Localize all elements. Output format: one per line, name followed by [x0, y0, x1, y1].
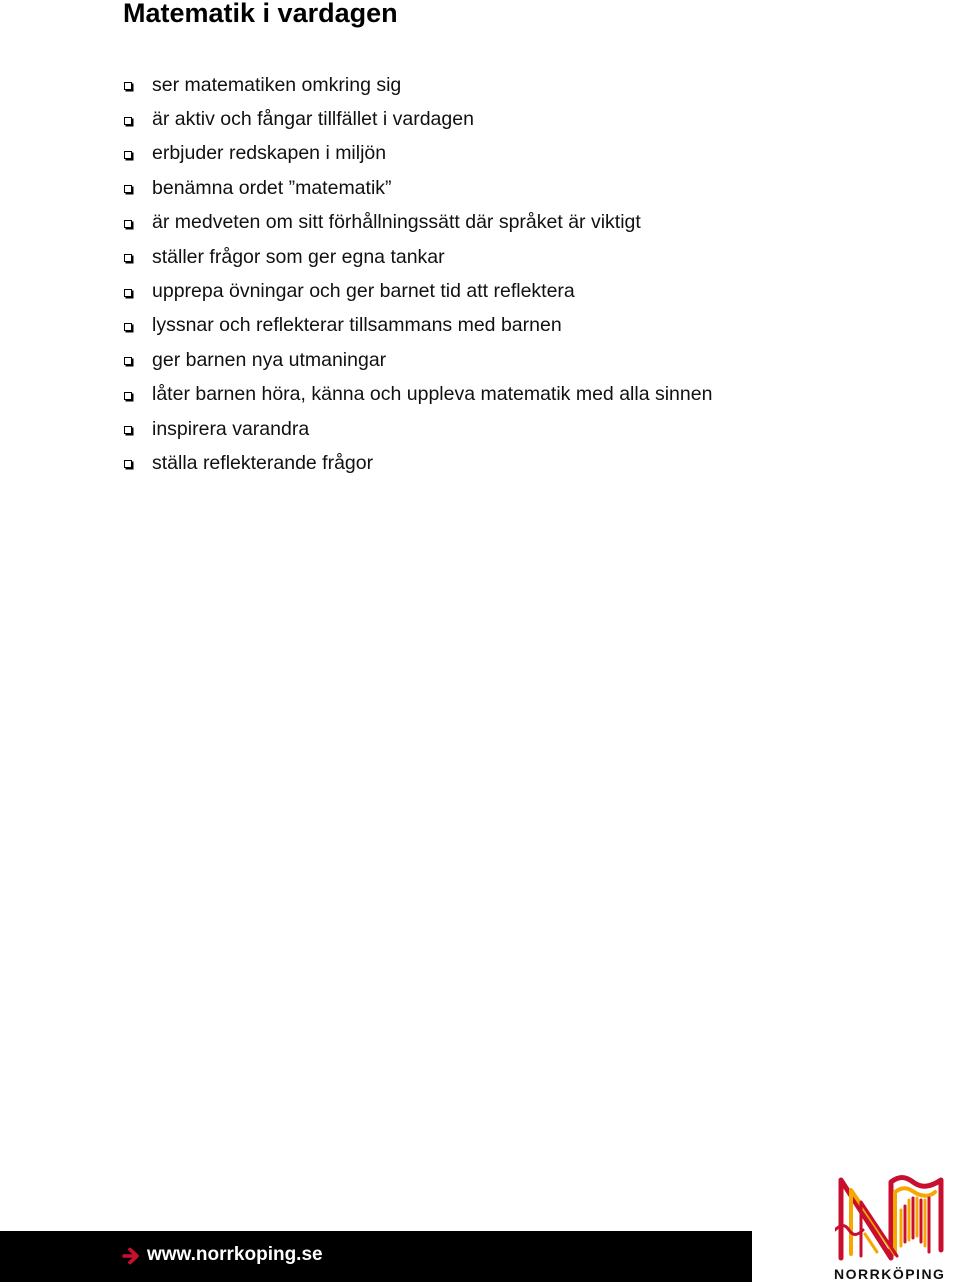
list-item: [124, 412, 712, 446]
list-item: [124, 137, 712, 171]
checkbox-icon: [124, 254, 132, 262]
checkbox-icon: [124, 323, 132, 331]
list-item-text: är aktiv och fångar tillfället i vardagen: [152, 108, 474, 131]
list-item: [124, 102, 712, 136]
list-item: [124, 274, 712, 308]
list-item-text: ställa reflekterande frågor: [152, 451, 374, 474]
list-item: [124, 171, 712, 205]
list-item-text: inspirera varandra: [152, 417, 310, 440]
checkbox-icon: [124, 460, 132, 468]
list-item-text: upprepa övningar och ger barnet tid att reflektera: [152, 280, 575, 303]
list-item: [124, 240, 712, 274]
list-item-text: låter barnen höra, känna och uppleva matematik med alla sinnen: [152, 383, 713, 406]
arrow-right-icon: [120, 1245, 142, 1267]
checklist: [124, 68, 712, 481]
footer-url-link[interactable]: www.norrkoping.se: [147, 1244, 323, 1265]
checkbox-icon: [124, 117, 132, 125]
logo-wordmark: NORRKÖPING: [834, 1266, 946, 1282]
list-item-text: är medveten om sitt förhållningssätt där språket är viktigt: [152, 211, 641, 234]
list-item-text: ger barnen nya utmaningar: [152, 348, 387, 371]
footer-bar: [0, 1231, 752, 1282]
list-item: [124, 309, 712, 343]
checkbox-icon: [124, 185, 132, 193]
page-title: Matematik i vardagen: [123, 0, 398, 28]
list-item: [124, 378, 712, 412]
checkbox-icon: [124, 151, 132, 159]
list-item: [124, 446, 712, 480]
list-item: [124, 343, 712, 377]
checkbox-icon: [124, 392, 132, 400]
checkbox-icon: [124, 426, 132, 434]
checkbox-icon: [124, 220, 132, 228]
norrkoping-logo-icon: [835, 1170, 947, 1262]
checkbox-icon: [124, 289, 132, 297]
list-item-text: benämna ordet ”matematik”: [152, 176, 392, 199]
checkbox-icon: [124, 82, 132, 90]
list-item-text: lyssnar och reflekterar tillsammans med barnen: [152, 314, 562, 337]
list-item-text: ser matematiken omkring sig: [152, 73, 402, 96]
checkbox-icon: [124, 357, 132, 365]
list-item: [124, 68, 712, 102]
list-item-text: erbjuder redskapen i miljön: [152, 142, 387, 165]
list-item-text: ställer frågor som ger egna tankar: [152, 245, 445, 268]
list-item: [124, 206, 712, 240]
